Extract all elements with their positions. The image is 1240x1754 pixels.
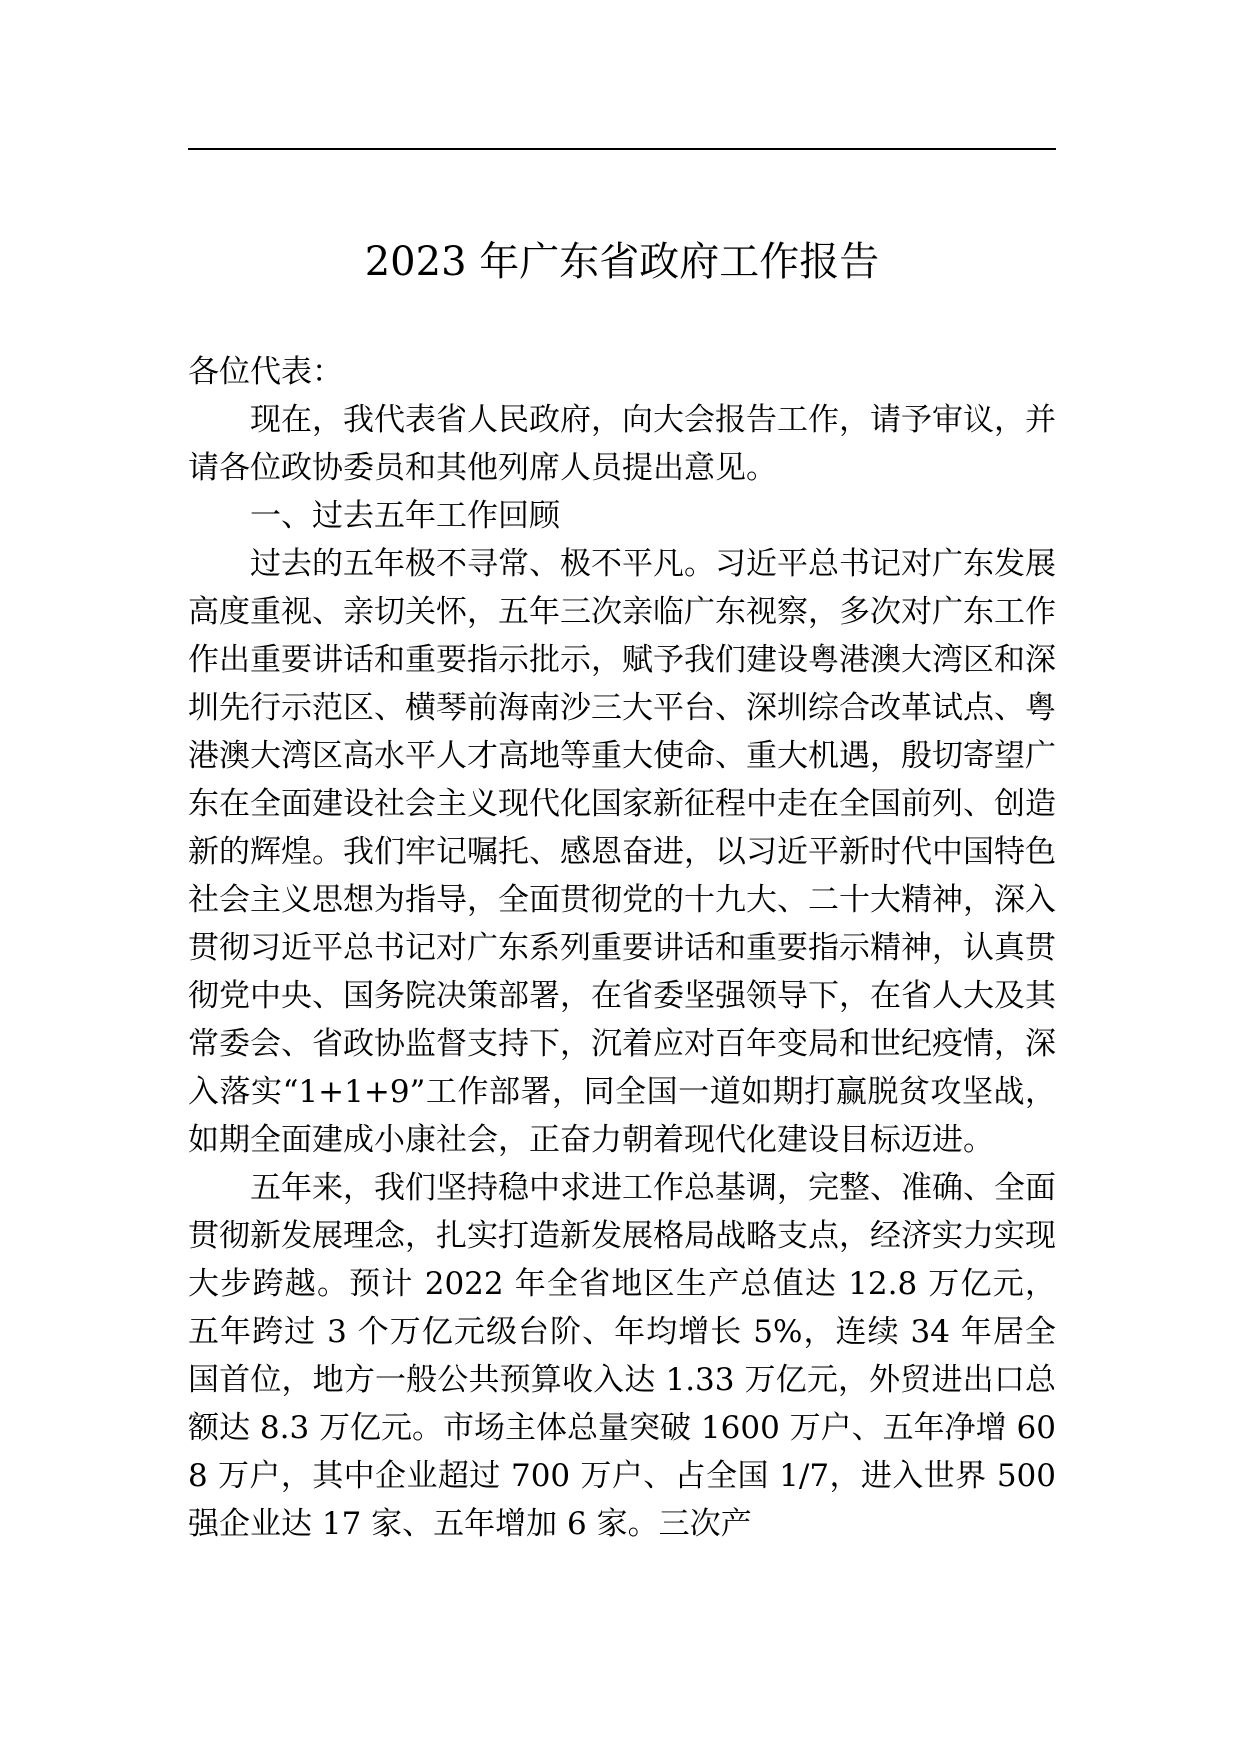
document-title: 2023 年广东省政府工作报告 bbox=[364, 239, 880, 285]
section-heading: 一、过去五年工作回顾 bbox=[250, 498, 560, 534]
paragraph: 过去的五年极不寻常、极不平凡。习近平总书记对广东发展高度重视、亲切关怀，五年三次亲临广东视察，多次对广东工作作出重要讲话和重要指示批示，赋予我们建设粤港澳大湾区和深圳先行示范区、横琴前海南沙三大平台、深圳综合改革试点、粤港澳大湾区高水平人才高地等重大使命、重大机遇，殷切寄望广东在全面建设社会主义现代化国家新征程中走在全国前列、创造新的辉煌。我们牢记嘱托、感恩奋进，以习近平新时代中国特色社会主义思想为指导，全面贯彻党的十九大、二十大精神，深入贯彻习近平总书记对广东系列重要讲话和重要指示精神，认真贯彻党中央、国务院决策部署，在省委坚强领导下，在省人大及其常委会、省政协监督支持下，沉着应对百年变局和世纪疫情，深入落实“1+1+9”工作部署，同全国一道如期打赢脱贫攻坚战，如期全面建成小康社会，正奋力朝着现代化建设目标迈进。 bbox=[188, 546, 1056, 1158]
header-rule bbox=[188, 148, 1056, 150]
paragraph: 五年来，我们坚持稳中求进工作总基调，完整、准确、全面贯彻新发展理念，扎实打造新发展格局战略支点，经济实力实现大步跨越。预计 2022 年全省地区生产总值达 12.8 万亿元，五年跨过 3 个万亿元级台阶、年均增长 5%，连续 34 年居全国首位，地方一般公共预算收入达 1.33 万亿元，外贸进出口总额达 8.3 万亿元。市场主体总量突破 1600 万户、五年净增 608 万户，其中企业超过 700 万户、占全国 1/7，进入世界 500 强企业达 17 家、五年增加 6 家。三次产 bbox=[188, 1170, 1056, 1542]
paragraph: 现在，我代表省人民政府，向大会报告工作，请予审议，并请各位政协委员和其他列席人员提出意见。 bbox=[188, 402, 1056, 486]
document-body bbox=[188, 348, 1056, 1548]
salutation: 各位代表： bbox=[188, 354, 343, 390]
